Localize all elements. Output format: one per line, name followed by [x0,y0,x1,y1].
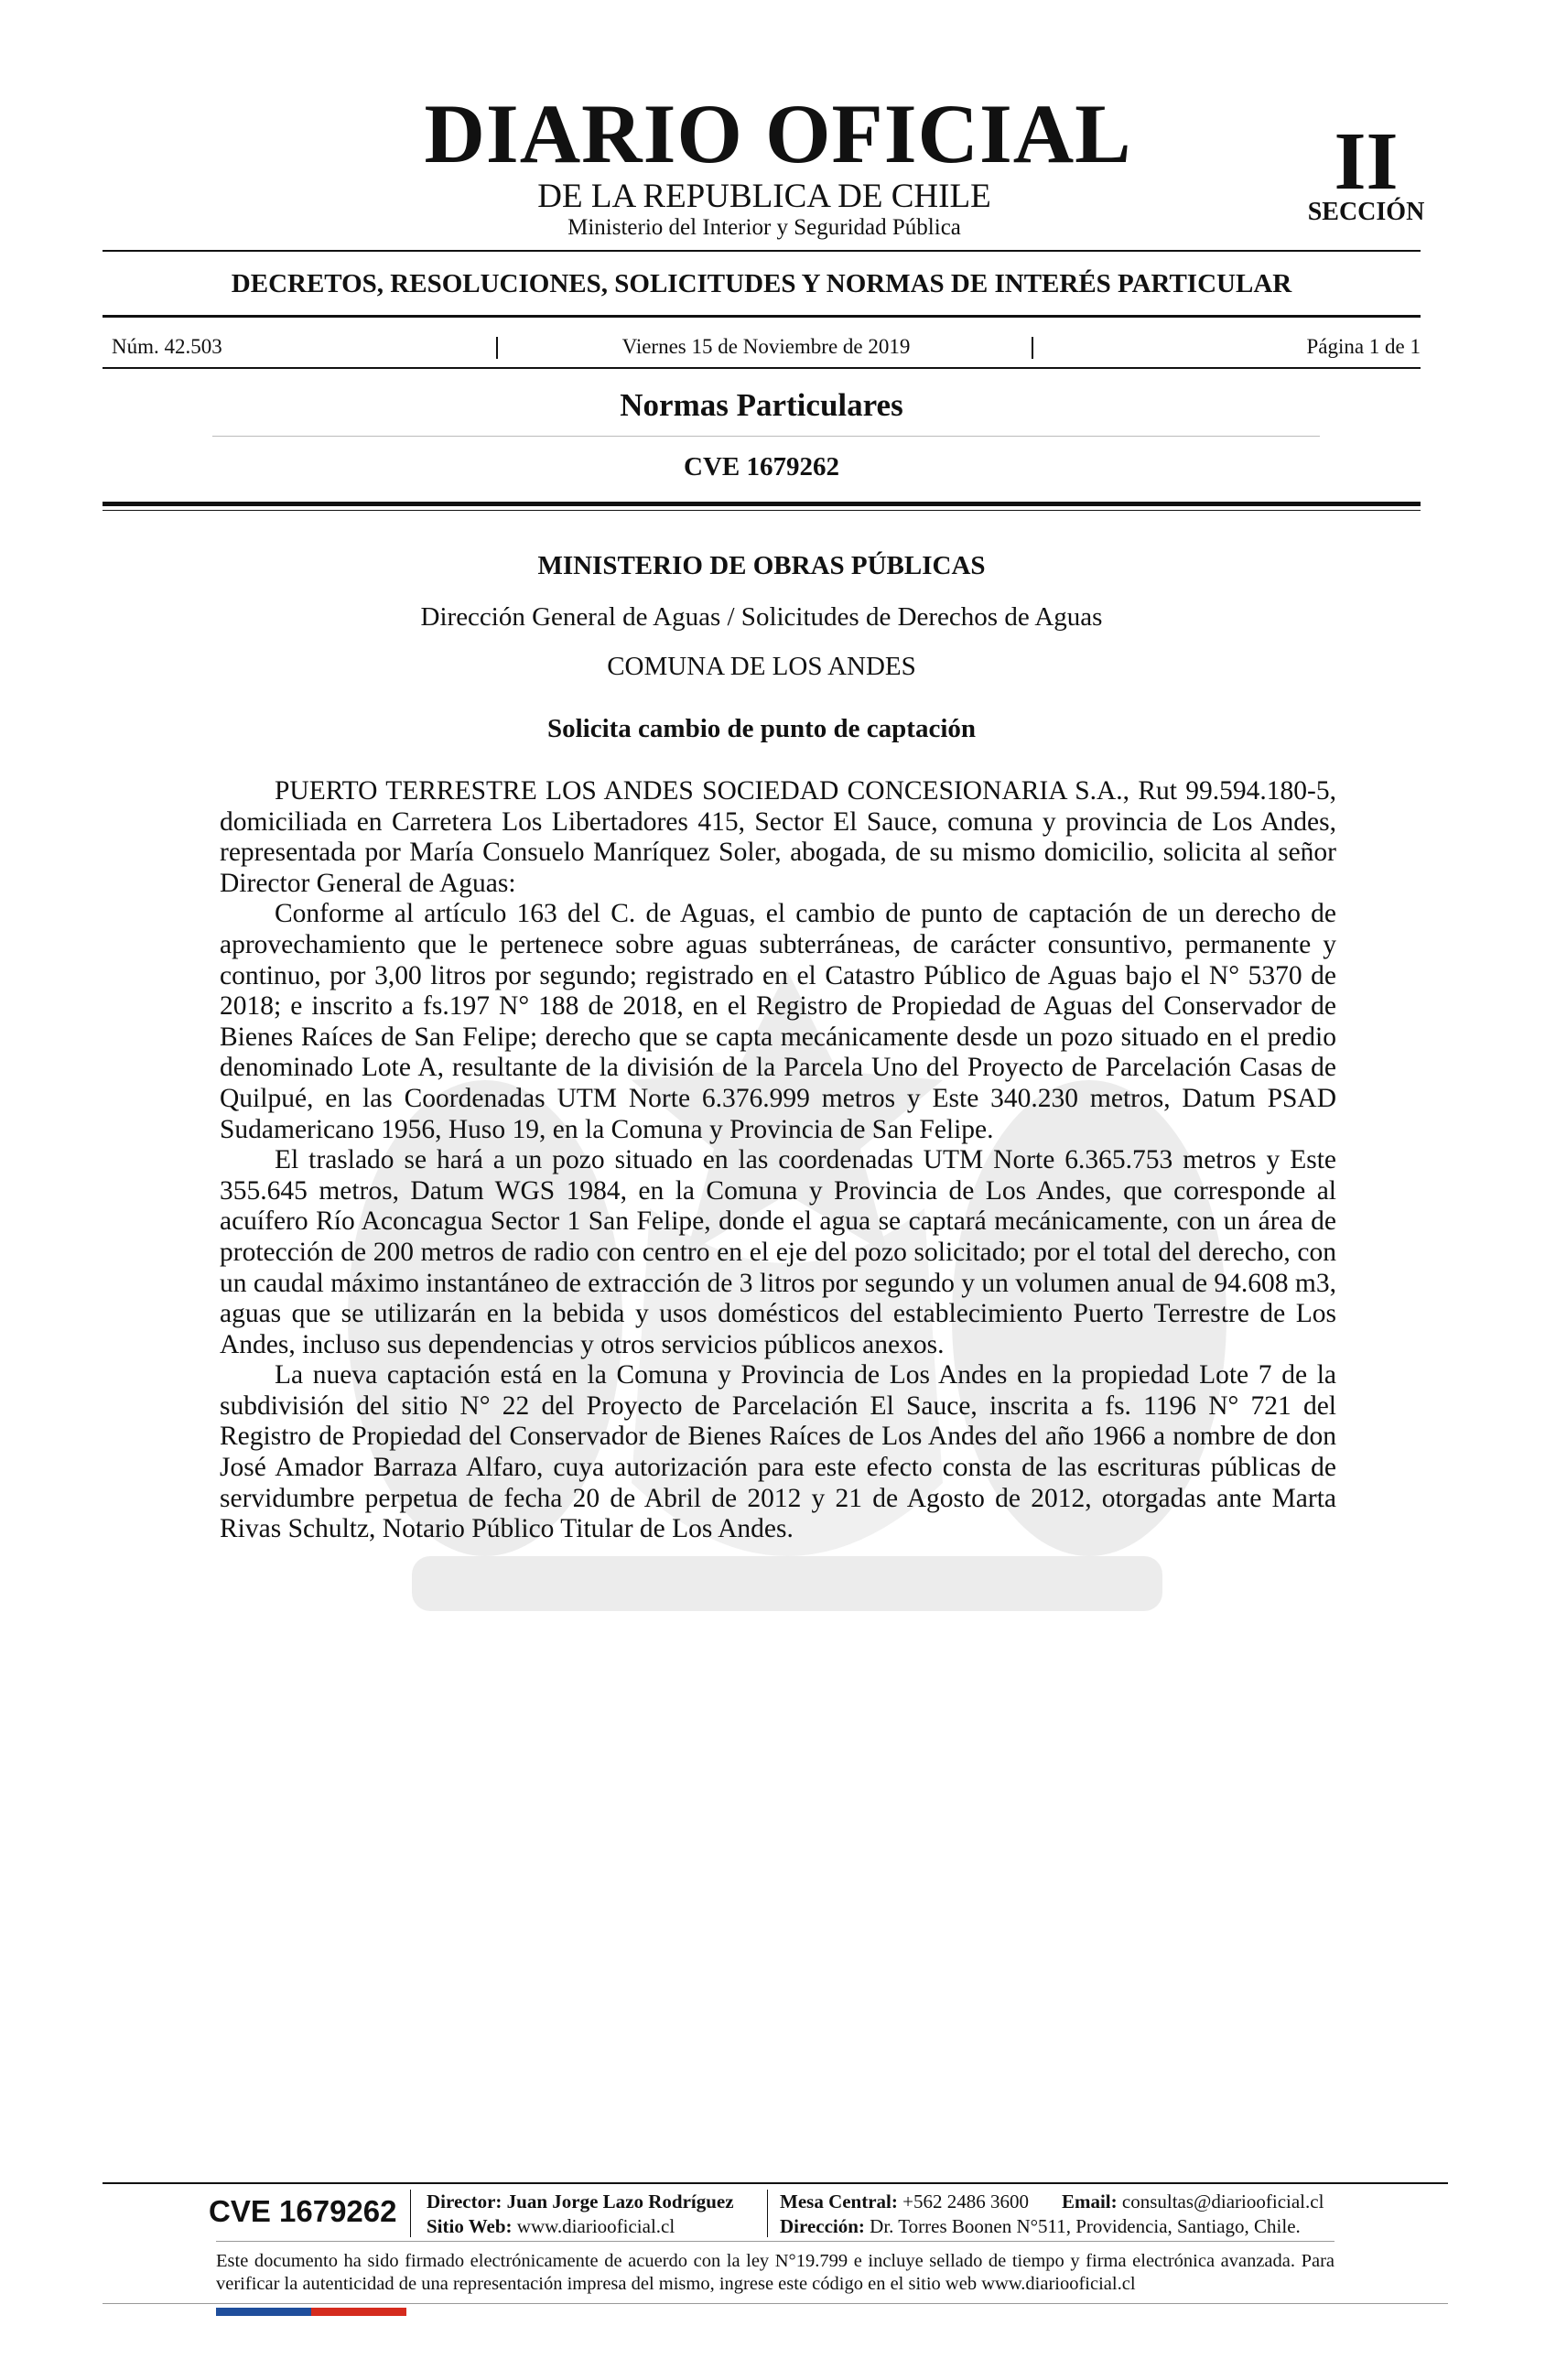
footer-director-block [427,2190,734,2239]
meta-separator [496,337,498,359]
section-heading-rule [103,315,1421,318]
issue-number: Núm. 42.503 [112,335,222,358]
category-title: Normas Particulares [620,387,903,423]
meta-separator [1032,337,1033,359]
footer-director-name: Juan Jorge Lazo Rodríguez [506,2191,734,2212]
footer-top-rule [103,2182,1448,2184]
footer-email-link[interactable]: consultas@diariooficial.cl [1121,2191,1324,2212]
newspaper-subtitle: DE LA REPUBLICA DE CHILE [537,178,991,215]
article-paragraph: La nueva captación está en la Comuna y Provincia de Los Andes en la propiedad Lote 7 de la subdivisión del sitio N° 22 del Proyecto de Parcelación El Sauce, inscrita a fs. 1196 N° 721 del Registro de Propiedad del Conservador de Bienes Raíces de Los Andes del año 1966 a nombre de don José Amador Barraza Alfaro, cuya autorización para este efecto consta de las escrituras públicas de servidumbre perpetua de fecha 20 de Abril de 2012 y 21 de Agosto de 2012, otorgadas ante Marta Rivas Schultz, Notario Público Titular de Los Andes. [220,1360,1336,1544]
article-body [220,776,1336,1545]
issue-meta-row [112,333,1421,361]
article-paragraph: PUERTO TERRESTRE LOS ANDES SOCIEDAD CONCESIONARIA S.A., Rut 99.594.180-5, domiciliada en Carretera Los Libertadores 415, Sector El Sauce, comuna y provincia de Los Andes, representada por María Consuelo Manríquez Soler, abogada, de su mismo domicilio, solicita al señor Director General de Aguas: [220,776,1336,898]
cve-code: CVE 1679262 [684,452,839,481]
footer-web-label: Sitio Web: [427,2215,513,2237]
section-number: II [1334,116,1399,207]
article-paragraph: Conforme al artículo 163 del C. de Aguas, el cambio de punto de captación de un derecho de aprovechamiento que le pertenece sobre aguas subterráneas, de carácter consuntivo, permanente y continuo, por 3,00 litros por segundo; registrado en el Catastro Público de Aguas bajo el N° 5370 de 2018; e inscrito a fs.197 N° 188 de 2018, en el Registro de Propiedad de Aguas del Conservador de Bienes Raíces de San Felipe; derecho que se capta mecánicamente desde un pozo situado en el predio denominado Lote A, resultante de la división de la Parcela Uno del Proyecto de Parcelación Casas de Quilpué, en las Coordenadas UTM Norte 6.376.999 metros y Este 340.230 metros, Datum PSAD Sudamericano 1956, Huso 19, en la Comuna y Provincia de San Felipe. [220,899,1336,1144]
footer-director-label: Director: [427,2191,502,2212]
flag-stripe-red [311,2308,406,2316]
footer-legal-notice: Este documento ha sido firmado electrónicamente de acuerdo con la ley N°19.799 e incluye sellado de tiempo y firma electrónica avanzada. Para verificar la autenticidad de una representación impresa del mismo, ingrese este código en el sitio web www.diariooficial.cl [216,2251,1334,2294]
footer-web-link[interactable]: www.diariooficial.cl [516,2215,675,2237]
section-heading: DECRETOS, RESOLUCIONES, SOLICITUDES Y NORMAS DE INTERÉS PARTICULAR [231,269,1292,298]
footer-address: Dr. Torres Boonen N°511, Providencia, Santiago, Chile. [870,2215,1301,2237]
flag-stripe-blue [216,2308,311,2316]
article-commune: COMUNA DE LOS ANDES [607,652,916,681]
article-title: Solicita cambio de punto de captación [546,714,977,743]
page-count: Página 1 de 1 [1306,335,1421,358]
issue-date: Viernes 15 de Noviembre de 2019 [621,335,911,358]
footer-address-label: Dirección: [780,2215,865,2237]
cve-rule-thick [103,502,1421,506]
article-direction: Dirección General de Aguas / Solicitudes de Derechos de Aguas [420,602,1103,632]
footer-email-label: Email: [1061,2191,1118,2212]
footer-cve-code: CVE 1679262 [209,2194,397,2228]
section-label: SECCIÓN [1307,198,1425,226]
cve-rule-thin [103,510,1421,511]
footer-phone-label: Mesa Central: [780,2191,898,2212]
article-paragraph: El traslado se hará a un pozo situado en las coordenadas UTM Norte 6.365.753 metros y Este 355.645 metros, Datum WGS 1984, en la Comuna y Provincia de Los Andes, que corresponde al acuífero Río Aconcagua Sector 1 San Felipe, donde el agua se captará mecánicamente, con un área de protección de 200 metros de radio con centro en el eje del pozo solicitado; por el total del derecho, con un caudal máximo instantáneo de extracción de 3 litros por segundo y un volumen anual de 94.608 m3, aguas que se utilizarán en la bebida y usos domésticos del establecimiento Puerto Terrestre de Los Andes, incluso sus dependencias y otros servicios públicos anexos. [220,1145,1336,1359]
newspaper-ministry: Ministerio del Interior y Seguridad Pública [567,215,961,240]
footer-phone: +562 2486 3600 [902,2191,1029,2212]
newspaper-title: DIARIO OFICIAL [424,87,1132,180]
category-rule [212,436,1320,437]
article-ministry: MINISTERIO DE OBRAS PÚBLICAS [537,551,986,580]
footer-mid-rule [216,2241,1334,2242]
footer-contact-block [780,2190,1338,2239]
footer-divider [410,2190,411,2237]
meta-rule [103,367,1421,369]
masthead-rule [103,250,1421,252]
footer-divider [767,2190,768,2237]
footer-bottom-rule [103,2303,1448,2304]
